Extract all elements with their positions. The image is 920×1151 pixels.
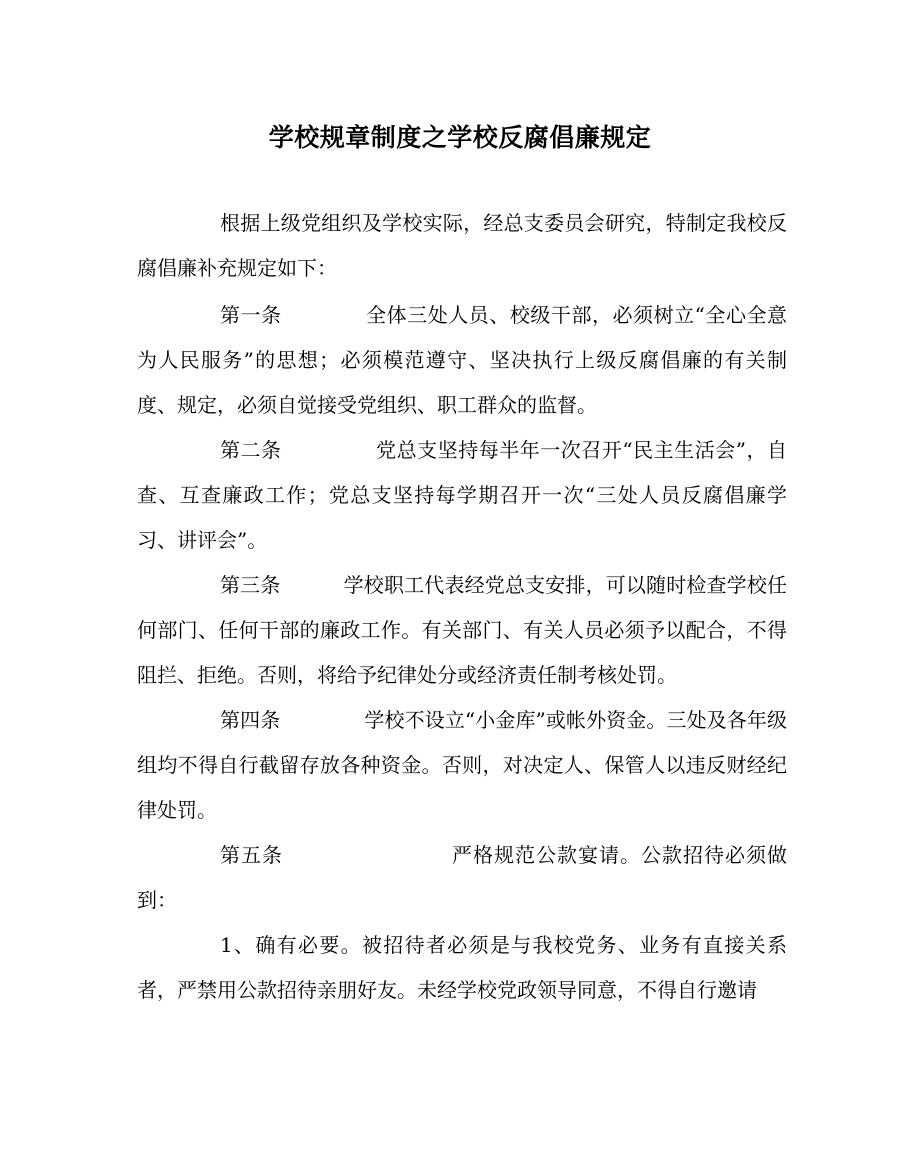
article-4-text: 学校不设立“小金库”或帐外资金。三处及各年级组均不得自行截留存放各种资金。否则，对决定人、保管人以违反财经纪律处罚。: [137, 708, 788, 822]
article-5-text: 严格规范公款宴请。公款招待必须做到：: [137, 843, 787, 912]
sub-item-1: 1、确有必要。被招待者必须是与我校党务、业务有直接关系者，严禁用公款招待亲朋好友。未经学校党政领导同意，不得自行邀请: [137, 933, 787, 1002]
document-body: [137, 201, 787, 1013]
article-2-label: 第二条: [220, 438, 282, 462]
article-2-text: 党总支坚持每半年一次召开“民主生活会”，自查、互查廉政工作；党总支坚持每学期召开一次“三处人员反腐倡廉学习、讲评会”。: [137, 438, 788, 552]
article-2: [137, 428, 787, 563]
article-1-label: 第一条: [220, 303, 282, 327]
article-3: [137, 563, 787, 698]
intro-paragraph: 根据上级党组织及学校实际，经总支委员会研究，特制定我校反腐倡廉补充规定如下：: [137, 211, 787, 280]
article-5: [137, 833, 787, 923]
article-3-text: 学校职工代表经党总支安排，可以随时检查学校任何部门、任何干部的廉政工作。有关部门、有关人员必须予以配合，不得阻拦、拒绝。否则，将给予纪律处分或经济责任制考核处罚。: [137, 573, 788, 687]
article-4: [137, 698, 787, 833]
article-1: [137, 293, 787, 428]
article-3-label: 第三条: [220, 573, 281, 597]
document-title: 学校规章制度之学校反腐倡廉规定: [268, 123, 652, 152]
article-4-label: 第四条: [220, 708, 281, 732]
article-5-label: 第五条: [220, 843, 283, 867]
article-1-text: 全体三处人员、校级干部，必须树立“全心全意为人民服务”的思想；必须模范遵守、坚决执行上级反腐倡廉的有关制度、规定，必须自觉接受党组织、职工群众的监督。: [137, 303, 788, 417]
